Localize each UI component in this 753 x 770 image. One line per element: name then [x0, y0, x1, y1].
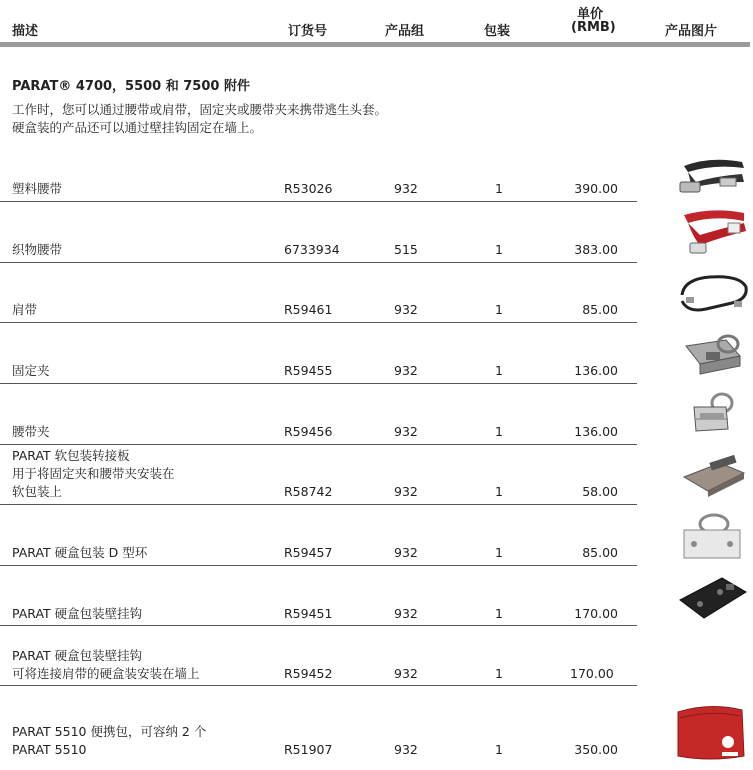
table-row	[0, 152, 753, 202]
header-order-number: 订货号	[288, 24, 328, 39]
row-product-group: 932	[394, 666, 418, 681]
row-packaging: 1	[495, 606, 503, 621]
header-description: 描述	[12, 24, 39, 39]
row-description: PARAT 硬盒包装壁挂钩 可将连接肩带的硬盒装安装在墙上	[12, 648, 200, 681]
d-ring-icon	[670, 508, 750, 564]
section-title: PARAT® 4700，5500 和 7500 附件	[12, 79, 250, 94]
table-row	[0, 566, 753, 626]
row-packaging: 1	[495, 545, 503, 560]
row-packaging: 1	[495, 424, 503, 439]
row-description: 肩带	[12, 302, 38, 317]
header-product-image: 产品图片	[665, 24, 718, 39]
row-order-number: R58742	[284, 484, 333, 499]
fixing-clip-icon	[670, 326, 750, 382]
row-description: PARAT 5510 便携包，可容纳 2 个 PARAT 5510	[12, 724, 207, 757]
carry-bag-icon	[670, 696, 750, 766]
fabric-belt-icon	[670, 205, 750, 261]
header-packaging: 包装	[484, 24, 511, 39]
header-currency: (RMB)	[571, 20, 616, 35]
row-order-number: R59456	[284, 424, 333, 439]
row-packaging: 1	[495, 302, 503, 317]
row-order-number: R59452	[284, 666, 333, 681]
row-description: PARAT 硬盒包装壁挂钩	[12, 606, 143, 621]
section-intro: 工作时，您可以通过腰带或肩带，固定夹或腰带夹来携带逃生头套。硬盒装的产品还可以通过壁挂钩固定在墙上。	[12, 102, 388, 135]
row-packaging: 1	[495, 742, 503, 757]
row-packaging: 1	[495, 666, 503, 681]
row-unit-price: 136.00	[574, 363, 618, 378]
row-product-group: 932	[394, 424, 418, 439]
row-description: 腰带夹	[12, 424, 50, 439]
plastic-belt-icon	[670, 152, 750, 208]
wall-hook-icon	[670, 568, 750, 624]
table-row	[0, 263, 753, 323]
row-product-group: 932	[394, 363, 418, 378]
row-product-group: 932	[394, 742, 418, 757]
row-unit-price: 383.00	[574, 242, 618, 257]
row-product-group: 932	[394, 484, 418, 499]
row-description: PARAT 硬盒包装 D 型环	[12, 545, 148, 560]
header-divider	[0, 42, 750, 47]
row-order-number: R53026	[284, 181, 333, 196]
table-row	[0, 686, 753, 770]
row-order-number: R51907	[284, 742, 333, 757]
row-product-group: 515	[394, 242, 418, 257]
table-row	[0, 445, 753, 505]
row-packaging: 1	[495, 484, 503, 499]
row-product-group: 932	[394, 302, 418, 317]
row-packaging: 1	[495, 363, 503, 378]
row-description: PARAT 软包装转接板 用于将固定夹和腰带夹安装在 软包装上	[12, 448, 175, 499]
row-order-number: R59457	[284, 545, 333, 560]
row-unit-price: 85.00	[582, 545, 618, 560]
row-description: 固定夹	[12, 363, 50, 378]
row-packaging: 1	[495, 242, 503, 257]
table-header	[0, 0, 753, 48]
row-product-group: 932	[394, 545, 418, 560]
row-order-number: 6733934	[284, 242, 340, 257]
row-packaging: 1	[495, 181, 503, 196]
row-order-number: R59451	[284, 606, 333, 621]
row-order-number: R59455	[284, 363, 333, 378]
row-unit-price: 85.00	[582, 302, 618, 317]
row-unit-price: 350.00	[574, 742, 618, 757]
row-product-group: 932	[394, 606, 418, 621]
row-unit-price: 170.00	[570, 666, 614, 681]
row-order-number: R59461	[284, 302, 333, 317]
row-unit-price: 390.00	[574, 181, 618, 196]
adapter-plate-icon	[670, 447, 750, 503]
shoulder-strap-icon	[670, 265, 750, 321]
table-row	[0, 626, 753, 686]
table-row	[0, 202, 753, 263]
table-row	[0, 505, 753, 566]
table-row	[0, 323, 753, 384]
row-description: 织物腰带	[12, 242, 63, 257]
row-unit-price: 136.00	[574, 424, 618, 439]
header-product-group: 产品组	[385, 24, 425, 39]
header-unit-price: 单价	[577, 7, 604, 22]
row-description: 塑料腰带	[12, 181, 63, 196]
row-product-group: 932	[394, 181, 418, 196]
row-unit-price: 58.00	[582, 484, 618, 499]
row-unit-price: 170.00	[574, 606, 618, 621]
table-row	[0, 384, 753, 445]
belt-clip-icon	[670, 387, 750, 443]
